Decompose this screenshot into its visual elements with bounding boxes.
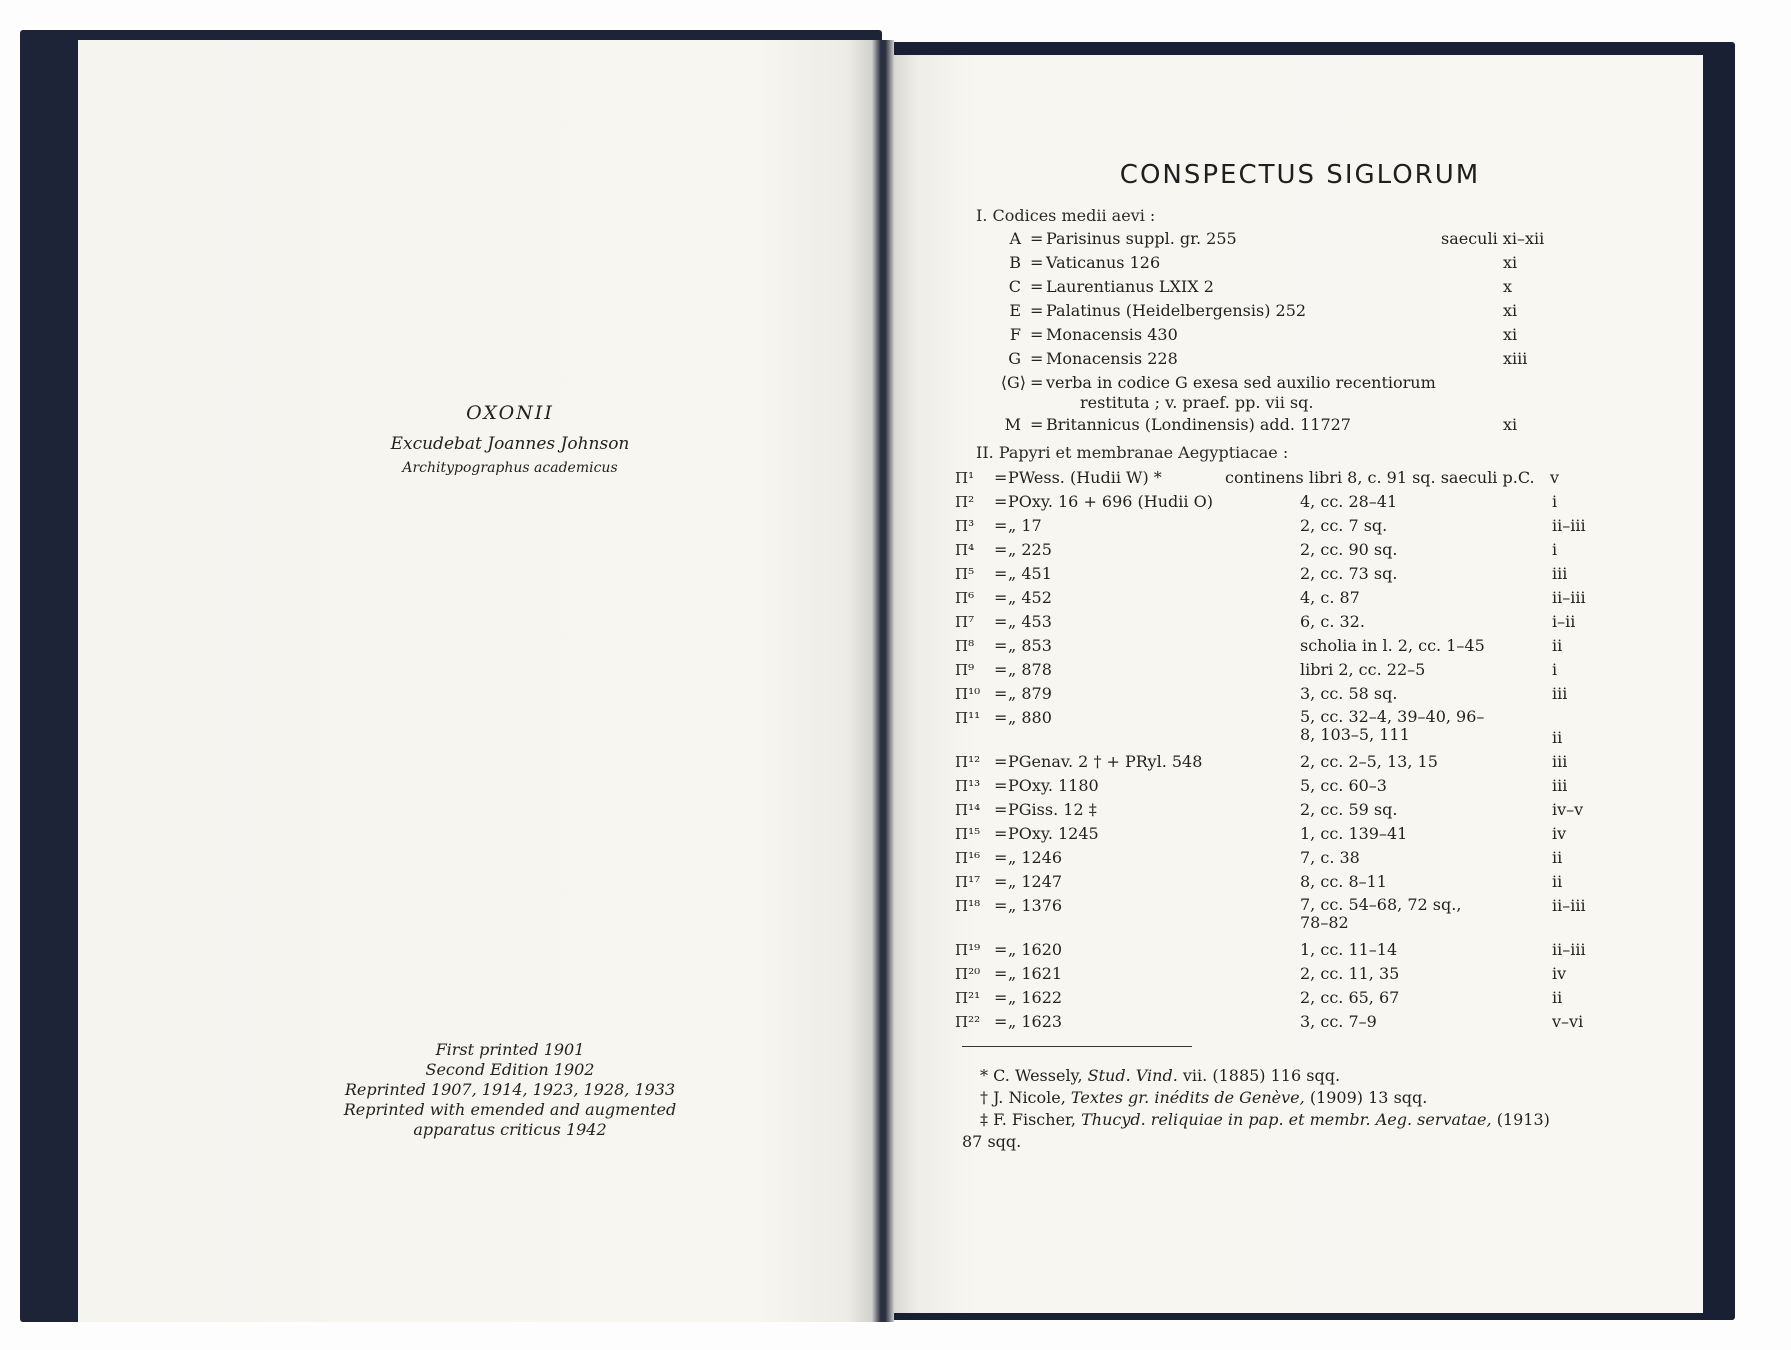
papyrus-description: „ 879 — [1008, 684, 1052, 703]
papyrus-description: „ 453 — [1008, 612, 1052, 631]
footnote-3-continuation: 87 sqq. — [962, 1132, 1022, 1151]
papyrus-description: PWess. (Hudii W) * — [1008, 468, 1162, 487]
papyrus-century: ii — [1552, 988, 1563, 1007]
g-note: ⟨G⟩ = verba in codice G exesa sed auxilio recentiorum — [0, 372, 1791, 394]
codex-row: M = Britannicus (Londinensis) add. 11727 xi — [0, 414, 1791, 436]
papyrus-description: PGiss. 12 ‡ — [1008, 800, 1097, 819]
papyrus-siglum: Π¹⁹ — [955, 941, 981, 959]
papyrus-siglum: Π⁴ — [955, 541, 975, 559]
papyrus-description: „ 853 — [1008, 636, 1052, 655]
papyrus-contents: 5, cc. 32–4, 39–40, 96–8, 103–5, 111 — [1300, 707, 1485, 744]
papyrus-description: POxy. 1180 — [1008, 776, 1099, 795]
papyrus-siglum: Π²¹ — [955, 989, 981, 1007]
papyrus-description: „ 1247 — [1008, 872, 1063, 891]
footnote-2: † J. Nicole, Textes gr. inédits de Genève, (1909) 13 sqq. — [980, 1088, 1428, 1107]
papyrus-contents: 4, c. 87 — [1300, 588, 1360, 607]
papyrus-siglum: Π¹² — [955, 753, 981, 771]
edition-history — [330, 1040, 690, 1140]
papyrus-contents: scholia in l. 2, cc. 1–45 — [1300, 636, 1485, 655]
footnote-1: * C. Wessely, Stud. Vind. vii. (1885) 116 sqq. — [980, 1066, 1341, 1085]
papyrus-century: ii — [1552, 636, 1563, 655]
papyrus-siglum: Π⁷ — [955, 613, 975, 631]
papyrus-century: ii — [1552, 728, 1563, 747]
papyrus-contents: 6, c. 32. — [1300, 612, 1365, 631]
codex-century: xi — [1503, 253, 1518, 272]
papyrus-century: iv–v — [1552, 800, 1584, 819]
papyrus-description: POxy. 1245 — [1008, 824, 1099, 843]
edition-line: Reprinted 1907, 1914, 1923, 1928, 1933 — [344, 1080, 676, 1099]
papyrus-century: ii–iii — [1552, 588, 1586, 607]
papyrus-siglum: Π² — [955, 493, 975, 511]
papyrus-description: „ 452 — [1008, 588, 1052, 607]
codex-description: Monacensis 228 — [1046, 349, 1178, 368]
codex-century: x — [1503, 277, 1513, 296]
papyrus-century: iv — [1552, 824, 1567, 843]
imprint-place: OXONII — [466, 402, 554, 424]
papyrus-description: „ 1623 — [1008, 1012, 1063, 1031]
codex-siglum: M — [1004, 415, 1021, 434]
papyrus-siglum: Π¹¹ — [955, 709, 981, 727]
codex-century: xiii — [1503, 349, 1528, 368]
section-heading-codices: I. Codices medii aevi : — [976, 206, 1156, 225]
g-note-line2: restituta ; v. praef. pp. vii sq. — [1080, 393, 1314, 412]
codex-siglum: C — [1008, 277, 1021, 296]
papyrus-century: iii — [1552, 564, 1568, 583]
codex-description: Vaticanus 126 — [1046, 253, 1161, 272]
papyrus-century: ii–iii — [1552, 940, 1586, 959]
g-note-line1: verba in codice G exesa sed auxilio recentiorum — [1046, 373, 1436, 392]
papyrus-contents: 1, cc. 11–14 — [1300, 940, 1398, 959]
footnote-3: ‡ F. Fischer, Thucyd. reliquiae in pap. et membr. Aeg. servatae, (1913) — [980, 1110, 1550, 1129]
codex-description: Britannicus (Londinensis) add. 11727 — [1046, 415, 1351, 434]
papyrus-siglum: Π¹ — [955, 469, 975, 487]
papyrus-century: iv — [1552, 964, 1567, 983]
papyrus-century: iii — [1552, 684, 1568, 703]
codex-century: xi — [1503, 301, 1518, 320]
scanned-book-spread: OXONII Excudebat Joannes Johnson Architypographus academicus First printed 1901 Second Edition 1902 Reprinted 1907, 1914, 1923, 1928, 1933 Reprinted with emended and augmented apparatus criticus 1942 CONSPECTUS SIGLORUM I. Codices medii aevi : A = Parisinus suppl. gr. 255 saeculi xi–xii B = Vaticanus 126 xi C = Laurentianus LXIX 2 x E = Palatinus (Heidelbergensis) 252 xi F = Monacensis 430 xi G = Monacensis 228 xiii ⟨G⟩ = verba in codice G exesa sed auxilio recentiorum restituta ; v. praef. pp. vii sq. M = Britannicus (Londinensis) add. 11727 xi II. Papyri et membranae Aegyptiacae : Π¹ = PWess. (Hudii W) * continens libri 8, c. 91 sq. saeculi p.C. v Π² = POxy. 16 + 696 (Hudii O) 4, cc. 28–41 i Π³ = „ 17 2, cc. 7 sq. ii–iii Π⁴ = „ 225 2, cc. 90 sq. i Π⁵ = „ 451 2, cc. 73 sq. iii Π⁶ = „ 452 4, c. 87 ii–iii Π⁷ = „ 453 6, c. 32. i–ii Π⁸ = „ 853 scholia in l. 2, cc. 1–45 ii Π⁹ = „ 878 libri 2, cc. 22–5 i Π¹⁰ = „ 879 3, cc. 58 sq. iii Π¹¹ = „ 880 5, cc. 32–4, 39–40, 96–8, 103–5, 111 ii Π¹² = PGenav. 2 † + PRyl. 548 2, cc. 2–5, 13, 15 iii Π¹³ = POxy. 1180 5, cc. 60–3 iii Π¹⁴ = PGiss. 12 ‡ 2, cc. 59 sq. iv–v Π¹⁵ = POxy. 1245 1, cc. 139–41 iv Π¹⁶ = „ 1246 7, c. 38 ii Π¹⁷ = „ 1247 8, cc. 8–11 ii Π¹⁸ = „ 1376 7, cc. 54–68, 72 sq., 78–82 ii–iii Π¹⁹ = „ 1620 1, cc. 11–14 ii–iii Π²⁰ = „ 1621 2, cc. 11, 35 iv Π²¹ = „ 1622 2, cc. 65, 67 ii Π²² = „ 1623 3, cc. 7–9 v–vi * C. Wessely, Stud. Vind. vii. (1885) 116 sqq. † J. Nicole, Textes gr. inédits de Genève, (1909) 13 sqq. ‡ F. Fischer, Thucyd. reliquiae in pap. et membr. Aeg. servatae, (1913) 87 sqq. — [0, 0, 1791, 1350]
codex-century: xi — [1503, 415, 1518, 434]
papyrus-siglum: Π⁶ — [955, 589, 975, 607]
codex-siglum: B — [1009, 253, 1021, 272]
papyrus-description: POxy. 16 + 696 (Hudii O) — [1008, 492, 1213, 511]
g-note-siglum: ⟨G⟩ — [1000, 373, 1026, 392]
papyrus-century: i — [1552, 540, 1558, 559]
codex-description: Monacensis 430 — [1046, 325, 1178, 344]
papyrus-contents: 4, cc. 28–41 — [1300, 492, 1398, 511]
page-title: CONSPECTUS SIGLORUM — [1119, 160, 1481, 190]
papyrus-siglum: Π¹⁷ — [955, 873, 981, 891]
papyrus-description: „ 17 — [1008, 516, 1042, 535]
papyrus-contents: 2, cc. 2–5, 13, 15 — [1300, 752, 1438, 771]
codex-siglum: G — [1008, 349, 1021, 368]
papyrus-contents: 3, cc. 58 sq. — [1300, 684, 1398, 703]
papyrus-contents: 2, cc. 65, 67 — [1300, 988, 1400, 1007]
papyrus-century: iii — [1552, 776, 1568, 795]
imprint-printer: Excudebat Joannes Johnson — [390, 434, 630, 454]
codex-century: saeculi xi–xii — [1441, 229, 1545, 248]
papyrus-siglum: Π³ — [955, 517, 975, 535]
papyrus-siglum: Π²⁰ — [955, 965, 981, 983]
papyrus-siglum: Π¹³ — [955, 777, 981, 795]
papyrus-siglum: Π²² — [955, 1013, 981, 1031]
codex-description: Parisinus suppl. gr. 255 — [1046, 229, 1237, 248]
papyrus-century: ii–iii — [1552, 516, 1586, 535]
codex-siglum: A — [1009, 229, 1021, 248]
edition-line: First printed 1901 — [435, 1040, 585, 1059]
papyrus-description: „ 1622 — [1008, 988, 1063, 1007]
papyrus-century: i — [1552, 660, 1558, 679]
papyrus-description: „ 451 — [1008, 564, 1052, 583]
papyrus-siglum: Π¹⁸ — [955, 897, 981, 915]
codex-row: G = Monacensis 228 xiii — [0, 348, 1791, 370]
codex-row: E = Palatinus (Heidelbergensis) 252 xi — [0, 300, 1791, 322]
papyrus-siglum: Π¹⁴ — [955, 801, 981, 819]
papyrus-contents: continens libri 8, c. 91 sq. saeculi p.C. — [1225, 468, 1535, 487]
papyrus-century: ii–iii — [1552, 896, 1586, 915]
papyrus-contents: libri 2, cc. 22–5 — [1300, 660, 1426, 679]
papyrus-contents: 7, cc. 54–68, 72 sq., 78–82 — [1300, 895, 1462, 932]
codex-description: Laurentianus LXIX 2 — [1046, 277, 1214, 296]
papyrus-siglum: Π¹⁶ — [955, 849, 981, 867]
papyrus-siglum: Π⁸ — [955, 637, 975, 655]
footnote-rule — [962, 1046, 1192, 1047]
imprint-printer-title: Architypographus academicus — [402, 460, 618, 476]
papyrus-century: ii — [1552, 872, 1563, 891]
papyrus-contents: 2, cc. 90 sq. — [1300, 540, 1398, 559]
codex-description: Palatinus (Heidelbergensis) 252 — [1046, 301, 1307, 320]
papyrus-description: „ 1376 — [1008, 896, 1063, 915]
papyrus-contents: 8, cc. 8–11 — [1300, 872, 1387, 891]
papyrus-contents: 2, cc. 11, 35 — [1300, 964, 1400, 983]
papyrus-contents: 2, cc. 73 sq. — [1300, 564, 1398, 583]
codex-row: C = Laurentianus LXIX 2 x — [0, 276, 1791, 298]
papyrus-description: „ 878 — [1008, 660, 1052, 679]
papyrus-description: „ 1246 — [1008, 848, 1063, 867]
papyrus-century: ii — [1552, 848, 1563, 867]
papyrus-description: PGenav. 2 † + PRyl. 548 — [1008, 752, 1203, 771]
papyrus-description: „ 1621 — [1008, 964, 1063, 983]
codex-row: B = Vaticanus 126 xi — [0, 252, 1791, 274]
codex-century: xi — [1503, 325, 1518, 344]
papyrus-contents: 2, cc. 7 sq. — [1300, 516, 1388, 535]
codex-row: F = Monacensis 430 xi — [0, 324, 1791, 346]
papyrus-siglum: Π⁹ — [955, 661, 975, 679]
papyrus-century: v — [1550, 468, 1560, 487]
papyrus-contents: 3, cc. 7–9 — [1300, 1012, 1377, 1031]
papyrus-contents: 2, cc. 59 sq. — [1300, 800, 1398, 819]
papyrus-century: iii — [1552, 752, 1568, 771]
papyrus-description: „ 225 — [1008, 540, 1052, 559]
codex-siglum: F — [1009, 325, 1021, 344]
papyrus-contents: 1, cc. 139–41 — [1300, 824, 1408, 843]
codex-row: A = Parisinus suppl. gr. 255 saeculi xi–xii — [0, 228, 1791, 250]
edition-line: Second Edition 1902 — [425, 1060, 595, 1079]
papyrus-century: i — [1552, 492, 1558, 511]
papyrus-contents: 5, cc. 60–3 — [1300, 776, 1387, 795]
papyrus-century: i–ii — [1552, 612, 1576, 631]
papyrus-siglum: Π¹⁰ — [955, 685, 981, 703]
papyrus-siglum: Π⁵ — [955, 565, 975, 583]
papyrus-description: „ 1620 — [1008, 940, 1063, 959]
codex-siglum: E — [1009, 301, 1021, 320]
section-heading-papyri: II. Papyri et membranae Aegyptiacae : — [976, 443, 1289, 462]
papyrus-description: „ 880 — [1008, 708, 1052, 727]
papyrus-siglum: Π¹⁵ — [955, 825, 981, 843]
papyrus-contents: 7, c. 38 — [1300, 848, 1360, 867]
edition-line: Reprinted with emended and augmented — [343, 1100, 677, 1119]
edition-line: apparatus criticus 1942 — [413, 1120, 607, 1139]
papyrus-century: v–vi — [1552, 1012, 1584, 1031]
